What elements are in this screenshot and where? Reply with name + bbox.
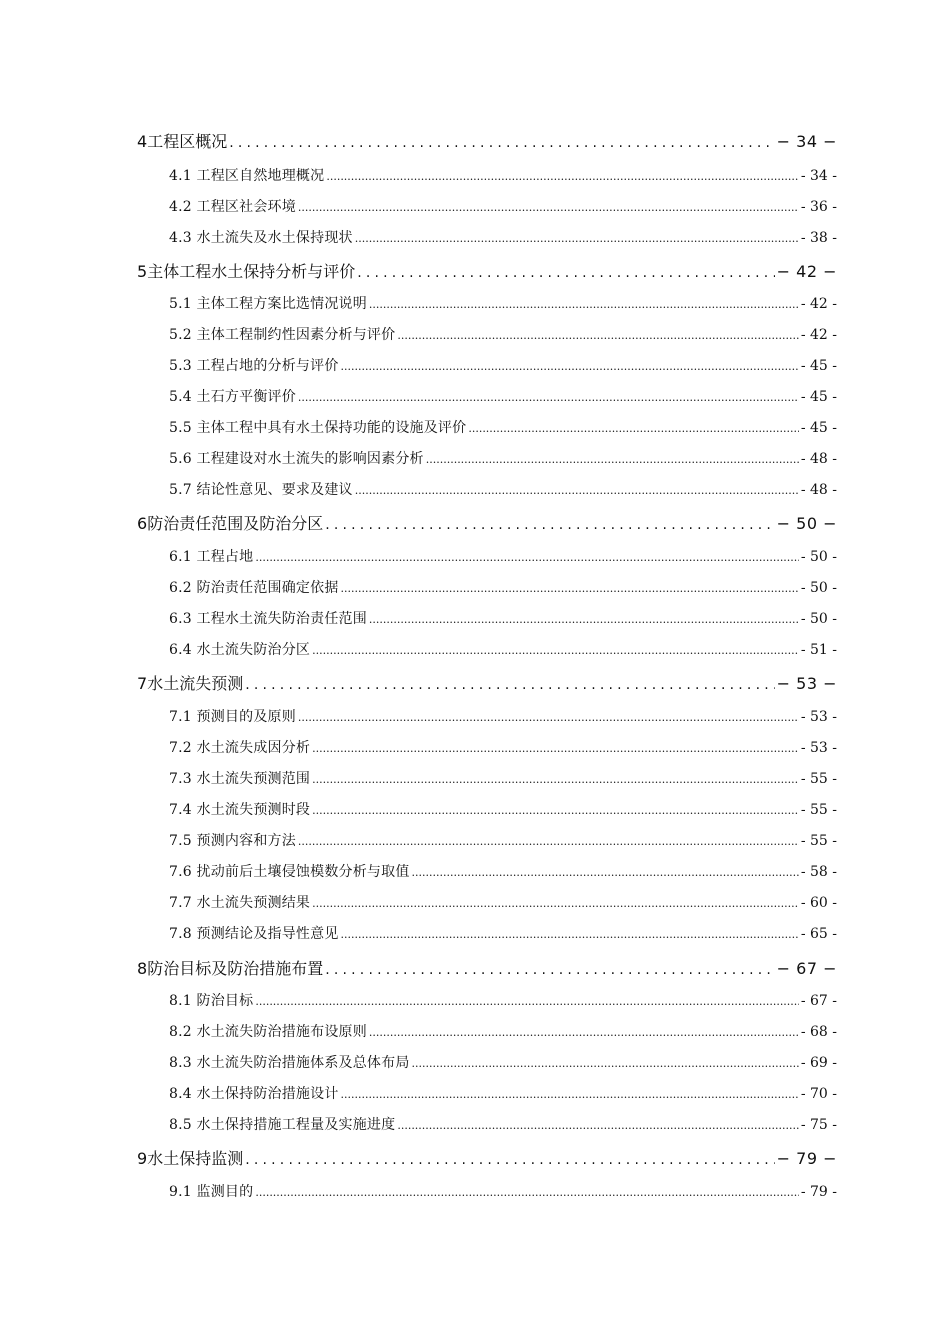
page-number: - 60 - (800, 895, 837, 911)
toc-chapter-entry[interactable] (137, 1146, 837, 1169)
entry-title: 7.8 预测结论及指导性意见 (169, 926, 339, 942)
toc-chapter-entry[interactable] (137, 259, 837, 282)
entry-title: 9.1 监测目的 (169, 1184, 254, 1200)
page-number: - 65 - (800, 926, 837, 942)
chapter-number: 6 (137, 514, 148, 533)
chapter-number: 7 (137, 674, 148, 693)
entry-title: 水土保持监测 (147, 1149, 244, 1168)
toc-section-entry[interactable] (169, 196, 837, 216)
dot-leader (369, 613, 799, 626)
entry-title: 6.3 工程水土流失防治责任范围 (169, 611, 367, 627)
toc-section-entry[interactable] (169, 706, 837, 726)
page-number: - 51 - (800, 642, 837, 658)
entry-title: 7.3 水土流失预测范围 (169, 771, 311, 787)
entry-title: 8.4 水土保持防治措施设计 (169, 1086, 339, 1102)
toc-section-entry[interactable] (169, 577, 837, 597)
entry-title: 4.1 工程区自然地理概况 (169, 168, 325, 184)
toc-section-entry[interactable] (169, 1021, 837, 1041)
entry-title: 5.3 工程占地的分析与评价 (169, 358, 339, 374)
entry-title: 6.2 防治责任范围确定依据 (169, 580, 339, 596)
page-number: - 48 - (800, 482, 837, 498)
dot-leader (325, 517, 774, 533)
toc-section-entry[interactable] (169, 293, 837, 313)
toc-section-entry[interactable] (169, 324, 837, 344)
toc-section-entry[interactable] (169, 546, 837, 566)
page-number: - 55 - (800, 771, 837, 787)
toc-section-entry[interactable] (169, 608, 837, 628)
toc-section-entry[interactable] (169, 830, 837, 850)
toc-section-entry[interactable] (169, 355, 837, 375)
dot-leader (369, 298, 799, 311)
entry-title: 7.1 预测目的及原则 (169, 709, 296, 725)
dot-leader (312, 897, 799, 910)
page-number: - 48 - (800, 451, 837, 467)
toc-section-entry[interactable] (169, 990, 837, 1010)
page-number: − 79 − (776, 1149, 837, 1168)
dot-leader (312, 644, 799, 657)
page-number: - 42 - (800, 296, 837, 312)
dot-leader (245, 1152, 774, 1168)
page-number: - 69 - (800, 1055, 837, 1071)
toc-section-entry[interactable] (169, 386, 837, 406)
page-number: - 50 - (800, 549, 837, 565)
page-number: - 36 - (800, 199, 837, 215)
entry-title: 8.3 水土流失防治措施体系及总体布局 (169, 1055, 410, 1071)
page-number: − 53 − (776, 674, 837, 693)
page-number: - 55 - (800, 833, 837, 849)
page-number: - 42 - (800, 327, 837, 343)
toc-section-entry[interactable] (169, 737, 837, 757)
entry-title: 6.4 水土流失防治分区 (169, 642, 311, 658)
dot-leader (412, 866, 799, 879)
entry-title: 8.2 水土流失防治措施布设原则 (169, 1024, 367, 1040)
toc-section-entry[interactable] (169, 1181, 837, 1201)
dot-leader (298, 201, 799, 214)
dot-leader (255, 995, 798, 1008)
entry-title: 6.1 工程占地 (169, 549, 254, 565)
page-number: - 38 - (800, 230, 837, 246)
dot-leader (255, 1186, 798, 1199)
toc-section-entry[interactable] (169, 1114, 837, 1134)
toc-section-entry[interactable] (169, 1052, 837, 1072)
page-number: - 45 - (800, 420, 837, 436)
toc-section-entry[interactable] (169, 479, 837, 499)
page-number: − 67 − (776, 959, 837, 978)
entry-title: 7.6 扰动前后土壤侵蚀模数分析与取值 (169, 864, 410, 880)
dot-leader (355, 484, 799, 497)
dot-leader (298, 391, 799, 404)
page-number: - 53 - (800, 709, 837, 725)
dot-leader (397, 1119, 798, 1132)
page-number: - 34 - (800, 168, 837, 184)
entry-title: 5.7 结论性意见、要求及建议 (169, 482, 353, 498)
dot-leader (468, 422, 798, 435)
dot-leader (426, 453, 799, 466)
entry-title: 工程区概况 (147, 132, 228, 151)
page-number: - 58 - (800, 864, 837, 880)
page-number: - 53 - (800, 740, 837, 756)
dot-leader (312, 742, 799, 755)
entry-title: 7.7 水土流失预测结果 (169, 895, 311, 911)
dot-leader (325, 962, 774, 978)
dot-leader (341, 928, 799, 941)
dot-leader (298, 711, 799, 724)
page-number: - 45 - (800, 389, 837, 405)
entry-title: 5.1 主体工程方案比选情况说明 (169, 296, 367, 312)
entry-title: 5.2 主体工程制约性因素分析与评价 (169, 327, 396, 343)
toc-section-entry[interactable] (169, 892, 837, 912)
chapter-number: 5 (137, 262, 148, 281)
page-number: − 50 − (776, 514, 837, 533)
entry-title: 7.5 预测内容和方法 (169, 833, 296, 849)
dot-leader (357, 265, 774, 281)
toc-section-entry[interactable] (169, 861, 837, 881)
dot-leader (341, 360, 799, 373)
dot-leader (412, 1057, 799, 1070)
dot-leader (229, 135, 774, 151)
entry-title: 主体工程水土保持分析与评价 (147, 262, 356, 281)
page-number: - 70 - (800, 1086, 837, 1102)
entry-title: 4.2 工程区社会环境 (169, 199, 296, 215)
entry-title: 8.5 水土保持措施工程量及实施进度 (169, 1117, 396, 1133)
page-number: − 34 − (776, 132, 837, 151)
dot-leader (369, 1026, 799, 1039)
dot-leader (298, 835, 799, 848)
entry-title: 水土流失预测 (147, 674, 244, 693)
dot-leader (255, 551, 798, 564)
dot-leader (326, 170, 798, 183)
entry-title: 防治责任范围及防治分区 (147, 514, 324, 533)
page-number: - 45 - (800, 358, 837, 374)
entry-title: 5.6 工程建设对水土流失的影响因素分析 (169, 451, 424, 467)
dot-leader (397, 329, 798, 342)
page-number: - 79 - (800, 1184, 837, 1200)
entry-title: 4.3 水土流失及水土保持现状 (169, 230, 353, 246)
toc-section-entry[interactable] (169, 923, 837, 943)
page-number: - 50 - (800, 580, 837, 596)
dot-leader (312, 804, 799, 817)
page-number: - 50 - (800, 611, 837, 627)
toc-section-entry[interactable] (169, 1083, 837, 1103)
page-number: - 55 - (800, 802, 837, 818)
page-number: - 75 - (800, 1117, 837, 1133)
dot-leader (312, 773, 799, 786)
dot-leader (245, 677, 774, 693)
dot-leader (341, 582, 799, 595)
dot-leader (341, 1088, 799, 1101)
toc-section-entry[interactable] (169, 799, 837, 819)
page-number: − 42 − (776, 262, 837, 281)
toc-section-entry[interactable] (169, 639, 837, 659)
toc-section-entry[interactable] (169, 417, 837, 437)
entry-title: 7.4 水土流失预测时段 (169, 802, 311, 818)
toc-chapter-entry[interactable] (137, 671, 837, 694)
toc-section-entry[interactable] (169, 227, 837, 247)
chapter-number: 4 (137, 132, 148, 151)
toc-chapter-entry[interactable] (137, 511, 837, 534)
entry-title: 防治目标及防治措施布置 (147, 959, 324, 978)
toc-chapter-entry[interactable] (137, 129, 837, 152)
entry-title: 8.1 防治目标 (169, 993, 254, 1009)
entry-title: 5.5 主体工程中具有水土保持功能的设施及评价 (169, 420, 467, 436)
dot-leader (355, 232, 799, 245)
toc-section-entry[interactable] (169, 165, 837, 185)
toc-chapter-entry[interactable] (137, 956, 837, 979)
chapter-number: 9 (137, 1149, 148, 1168)
toc-section-entry[interactable] (169, 448, 837, 468)
toc-section-entry[interactable] (169, 768, 837, 788)
entry-title: 7.2 水土流失成因分析 (169, 740, 311, 756)
chapter-number: 8 (137, 959, 148, 978)
page-number: - 67 - (800, 993, 837, 1009)
page-number: - 68 - (800, 1024, 837, 1040)
entry-title: 5.4 土石方平衡评价 (169, 389, 296, 405)
